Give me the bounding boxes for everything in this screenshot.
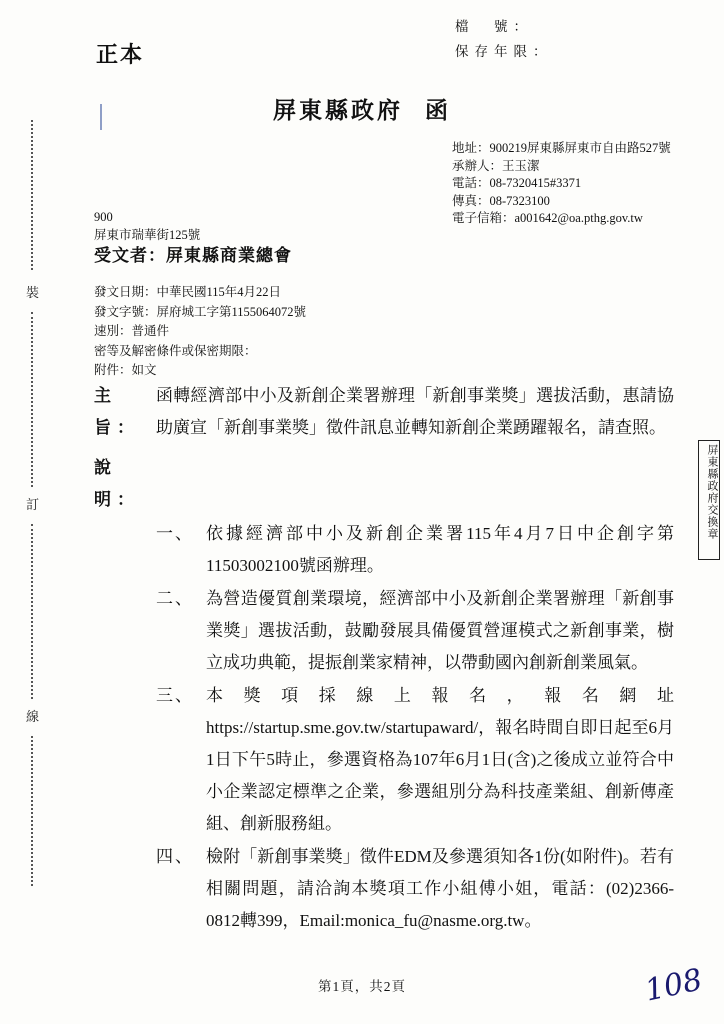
contact-email: 電子信箱：a001642@oa.pthg.gov.tw [452,211,643,225]
sender-contact-block [452,140,671,228]
meta-issue-date: 發文日期：中華民國115年4月22日 [94,285,282,299]
issuing-organization: 屏東縣政府 [273,98,403,123]
meta-attachment: 附件：如文 [94,363,157,377]
binding-dots-mid-upper [31,312,35,487]
binding-dots-mid-lower [31,524,35,699]
archive-label-retention: 保存年限： [455,44,553,59]
list-item-number: 三、 [156,686,194,705]
archive-row-retention [455,39,553,64]
exchange-stamp: 屏東縣政府交換章 [698,440,720,560]
document-body [94,380,674,938]
explanation-body [156,452,674,516]
document-meta-block [94,283,306,381]
explanation-section [94,452,674,516]
handwritten-note: 108 [641,962,706,1009]
archive-fields [455,14,553,64]
copy-mark: 正本 [96,42,145,67]
meta-document-number: 發文字號：屏府城工字第1155064072號 [94,304,307,319]
explanation-label: 說明： [94,458,140,509]
list-item [156,583,674,679]
list-item-number: 二、 [156,589,194,608]
list-item-number: 一、 [156,524,194,543]
archive-label-file-number: 檔 號： [455,19,533,34]
recipient-postcode: 900 [94,210,113,224]
subject-text: 函轉經濟部中小及新創企業署辦理「新創事業獎」選拔活動，惠請協助廣宣「新創事業獎」徵件訊息並轉知新創企業踴躍報名，請查照。 [156,386,674,437]
list-item [156,841,674,937]
list-item-text: 依據經濟部中小及新創企業署115年4月7日中企創字第11503002100號函辦理。 [206,524,674,575]
document-type: 函 [425,98,451,123]
page-footer: 第1頁，共2頁 [318,979,406,994]
list-item-text: 檢附「新創事業獎」徵件EDM及參選須知各1份(如附件)。若有相關問題，請洽詢本獎項工作小組傅小姐，電話：(02)2366-0812轉399，Email:monica_fu@nasme.org.tw。 [206,847,674,930]
contact-officer: 承辦人：王玉潔 [452,158,540,173]
archive-row-file-number [455,14,553,39]
recipient-name-line [94,247,292,265]
binding-mark-zhuang: 裝 [26,285,41,300]
binding-dots-upper [31,120,35,270]
list-item-number: 四、 [156,847,194,866]
meta-classification: 密等及解密條件或保密期限： [94,343,257,358]
recipient-block [94,208,292,265]
explanation-item-list [156,518,674,937]
recipient-name: 屏東縣商業總會 [166,246,292,265]
binding-dots-lower [31,736,35,886]
subject-body [156,380,674,444]
contact-phone: 電話：08-7320415#3371 [452,176,582,190]
recipient-address: 屏東市瑞華街125號 [94,228,201,242]
subject-section [94,380,674,444]
list-item-text: 本獎項採線上報名，報名網址https://startup.sme.gov.tw/startupaward/，報名時間自即日起至6月1日下午5時止，參選資格為107年6月1日(含)之後成立並符合中小企業認定標準之企業，參選組別分為科技產業組、創新傳產組、創新服務組。 [206,686,674,833]
contact-fax: 傳真：08-7323100 [452,193,550,208]
list-item-text: 為營造優質創業環境，經濟部中小及新創企業署辦理「新創事業獎」選拔活動，鼓勵發展具備優質營運模式之新創事業，樹立成功典範，提振創業家精神，以帶動國內創新創業風氣。 [206,589,674,672]
list-item [156,518,674,582]
recipient-label: 受文者： [94,246,166,265]
meta-urgency: 速別：普通件 [94,324,170,338]
page-title [0,92,724,125]
contact-address: 地址：900219屏東縣屏東市自由路527號 [452,141,671,155]
subject-label: 主旨： [94,386,140,437]
binding-mark-xian: 線 [26,709,41,724]
ink-mark [100,104,102,130]
list-item [156,680,674,840]
binding-mark-ding: 訂 [26,497,41,512]
